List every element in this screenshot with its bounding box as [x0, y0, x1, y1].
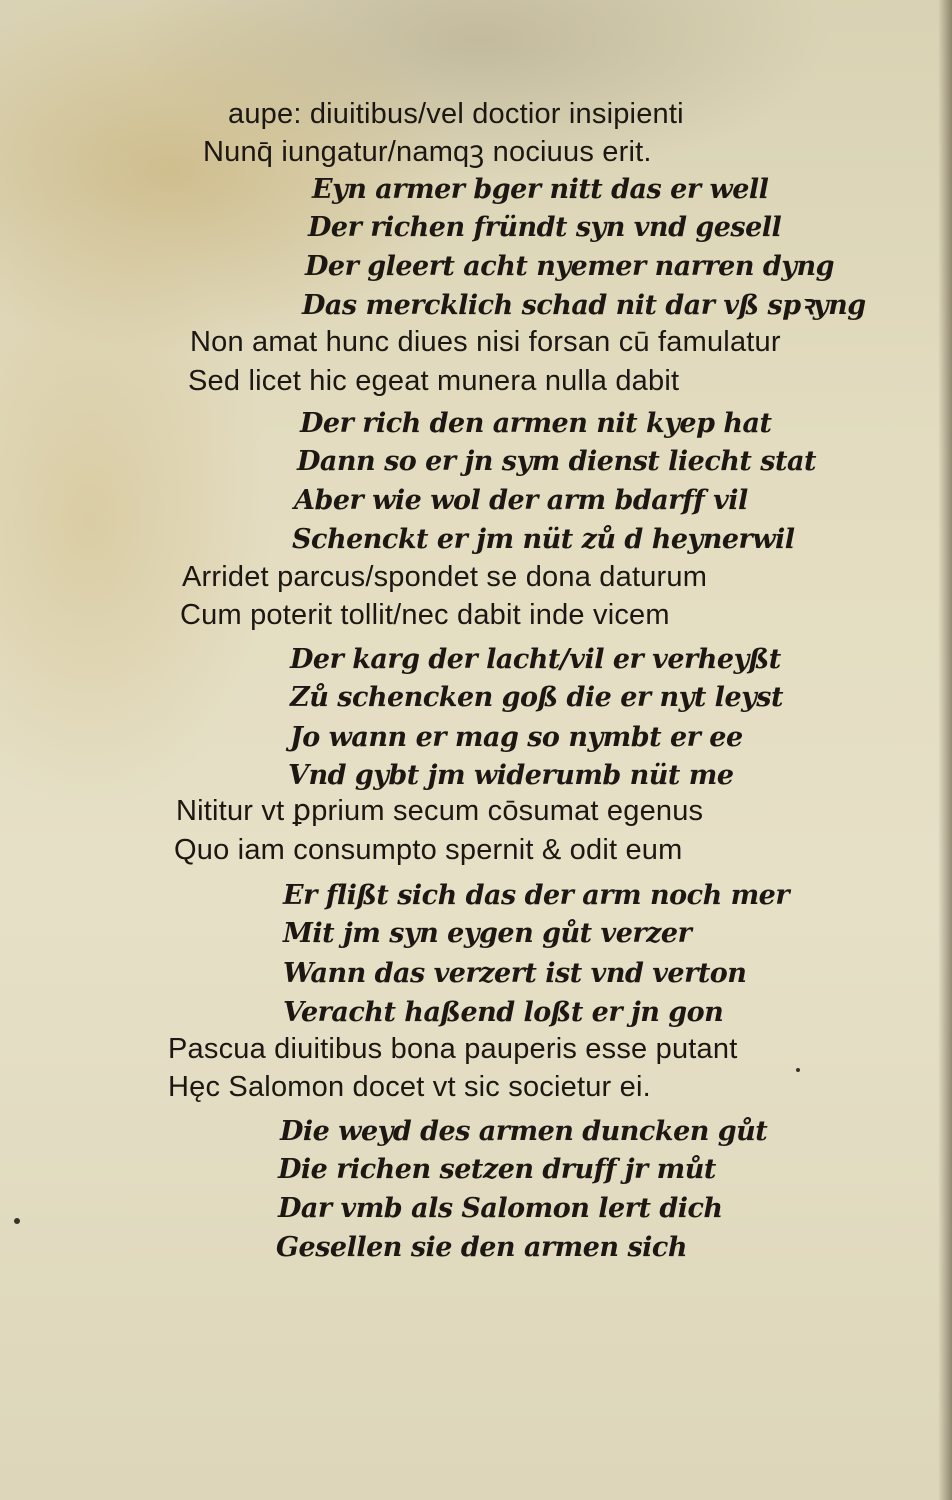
text-line: Hęc Salomon docet vt sic societur ei.	[168, 1071, 651, 1103]
text-line: Zů schencken goß die er nyt leyst	[290, 682, 783, 713]
text-line: Der karg der lacht/vil er verheyßt	[290, 644, 781, 675]
text-line: Sed licet hic egeat munera nulla dabit	[188, 365, 680, 397]
text-line: Wann das verzert ist vnd verton	[283, 958, 747, 989]
text-line: Dar vmb als Salomon lert dich	[278, 1193, 723, 1224]
text-line: Mit jm syn eygen gůt verzer	[283, 918, 692, 949]
text-line: Nititur vt ꝑprium secum cōsumat egenus	[176, 795, 704, 827]
text-line: Aber wie wol der arm bdarff vil	[294, 485, 748, 516]
text-line: Gesellen sie den armen sich	[276, 1232, 687, 1263]
text-line: Das mercklich schad nit dar vß spꝛyng	[302, 290, 866, 321]
ink-speck	[796, 1068, 800, 1072]
text-line: aupe: diuitibus/vel doctior insipienti	[228, 98, 684, 130]
text-line: Die richen setzen druff jr můt	[278, 1154, 716, 1185]
text-line: Der rich den armen nit kyep hat	[300, 408, 772, 439]
text-line: Er flißt sich das der arm noch mer	[283, 880, 790, 911]
text-line: Veracht haßend loßt er jn gon	[283, 997, 724, 1028]
text-line: Dann so er jn sym dienst liecht stat	[297, 446, 816, 477]
text-line: Non amat hunc diues nisi forsan cū famulatur	[190, 326, 781, 358]
text-line: Nunq̄ iungatur/namqꝫ nociuus erit.	[203, 136, 652, 168]
text-line: Schenckt er jm nüt zů d heynerwil	[292, 524, 795, 555]
page-edge-shadow	[938, 0, 952, 1500]
text-line: Arridet parcus/spondet se dona daturum	[182, 561, 708, 593]
ink-speck	[14, 1218, 20, 1224]
text-line: Cum poterit tollit/nec dabit inde vicem	[180, 599, 670, 631]
text-line: Die weyd des armen duncken gůt	[280, 1116, 768, 1147]
text-line: Pascua diuitibus bona pauperis esse putant	[168, 1033, 738, 1065]
text-line: Der richen fründt syn vnd gesell	[308, 212, 782, 243]
text-line: Der gleert acht nyemer narren dyng	[305, 251, 834, 282]
text-line: Vnd gybt jm widerumb nüt me	[288, 760, 734, 791]
text-line: Quo iam consumpto spernit & odit eum	[174, 834, 683, 866]
text-line: Eyn armer bger nitt das er well	[312, 174, 769, 205]
text-line: Jo wann er mag so nymbt er ee	[290, 722, 743, 753]
